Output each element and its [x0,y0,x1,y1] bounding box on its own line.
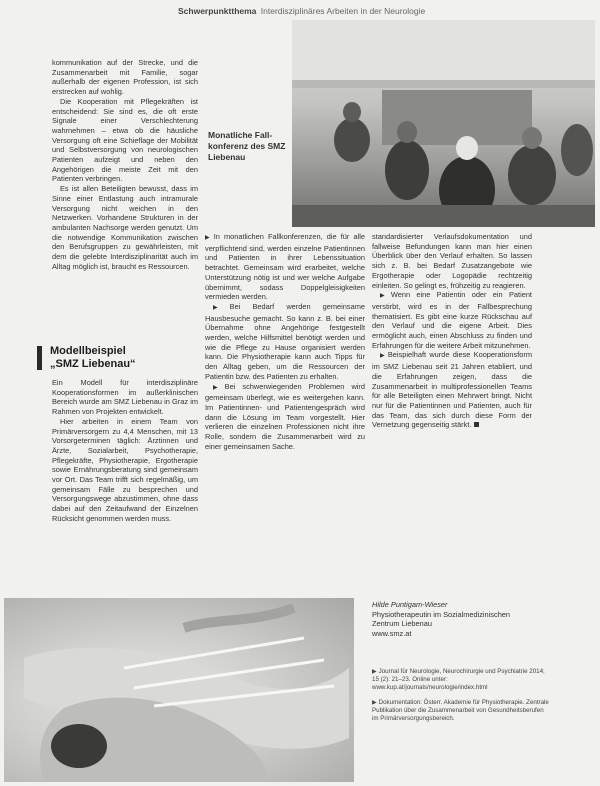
running-header [178,6,598,16]
heading-line-1: Modellbeispiel [50,345,126,357]
arrow-icon: ▶ [205,235,212,241]
author-site: www.smz.at [372,629,412,639]
author-role: Physiotherapeutin im Sozialmedizinischen Zentrum Liebenau [372,609,511,629]
header-subtitle: Interdisziplinäres Arbeiten in der Neurologie [260,6,426,16]
heading-line-2: „SMZ Liebenau“ [50,358,136,370]
paragraph: Ein Modell für interdisziplinäre Kooperationsformen im außerklinischen Bereich wurde am SMZ Liebenau in Graz im Rahmen von Projekten entwickelt. [52,378,198,417]
paragraph: ▶ Bei schwerwiegenden Problemen wird gemeinsam überlegt, wie es weitergehen kann. Im Patientinnen- und Patientengespräch wird dann die Lösung im Team vorgestellt. Hier verlieren die einzelnen Professionen nicht ihre Rolle, sondern die Zusammenarbeit wird zu einer gemeinsamen Sache. [205,381,365,451]
paragraph: ▶ Wenn eine Patientin oder ein Patient verstirbt, wird es in der Fallbesprechung thematisiert. Es gibt eine kurze Rückschau auf den Verlauf und die eigene Arbeit. Dies ermöglicht auch, einen Abschluss zu finden und Erfahrungen für die weitere Arbeit mitzunehmen. [372,290,532,350]
paragraph: ▶ Bei Bedarf werden gemeinsame Hausbesuche gemacht. So kann z. B. bei einer Übernahme ohne Angehörige festgestellt werden, welche Hilfsmittel benötigt werden und wie die Pflege zu Hause organisiert werden kann. Die Physiotherapie kann auch Tipps für den Alltag geben, um die Ressourcen der Patientin bzw. des Patienten zu erhalten. [205,301,365,381]
paragraph: Hier arbeiten in einem Team von Primärversorgern zu 4,4 Menschen, mit 13 Vorsorgeterminen täglich: Ärztinnen und Ärzte, Sozialarbeit, Psychotherapie, Pflegekräfte, Physiotherapie, Ergotherapie sowie Ernährungsberatung sind gemeinsam vor Ort. Das Team trifft sich regelmäßig, um gemeinsam Fälle zu besprechen und Versorgungswege abzustimmen, ohne dass dabei auf den Zeitaufwand der Einzelnen Rücksicht genommen werden muss. [52,416,198,523]
column-3 [372,232,532,430]
arrow-icon: ▶ [213,304,228,311]
arrow-icon: ▶ [380,353,386,360]
arrow-icon: ▶ [372,669,377,675]
arrow-icon: ▶ [380,293,389,300]
hands-illustration [4,598,354,782]
section-heading [40,345,200,371]
paragraph: ▶ In monatlichen Fallkonferenzen, die für alle verpflichtend sind, werden einzelne Patientinnen und Patienten in ihrer Lebenssituation betrachtet. Gemeinsam wird erarbeitet, welche Unterstützung nötig ist und wer welche Aufgabe übernimmt, sodass Doppelgleisigkeiten vermieden werden. [205,232,365,302]
heading-bar [37,346,42,370]
paragraph: ▶ Beispielhaft wurde diese Kooperationsform im SMZ Liebenau seit 21 Jahren etabliert, und die Erfahrungen zeigen, dass die Zusammenarbeit in multiprofessionellen Teams für alle Beteiligten einen Mehrwert bringt. Nicht nur für die Patientinnen und Patienten, auch für das Team, das sich durch diese Form der Vernetzung gegenseitig stärkt. [372,350,532,430]
reference-item: ▶ Journal für Neurologie, Neurochirurgie und Psychiatrie 2014; 15 (2): 21–23. Online unter: www.kup.at/journals/neurologie/index.html [372,668,545,692]
end-mark-icon [474,422,479,427]
paragraph: Die Kooperation mit Pflegekräften ist entscheidend: Sie sind es, die oft erste Signale einer Verschlechterung wahrnehmen – etwa ob die häusliche Versorgung oft eine Schieflage der Mobilität und Selbstversorgung von neurologischen Patienten aufzeigt und neben den Angehörigen die meiste Zeit mit den Patienten verbringen. [52,96,198,184]
paragraph: kommunikation auf der Strecke, und die Zusammenarbeit mit Familie, sogar außerhalb der eigenen Profession, ist sich erstrecken auf wohlig. [52,58,198,97]
arrow-icon: ▶ [372,699,377,706]
photo-caption: Monatliche Fall-konferenz des SMZ Liebenau [208,130,286,162]
column-2 [205,232,365,451]
column-1-bottom [52,378,198,524]
case-conference-illustration [292,20,595,227]
paragraph: standardisierter Verlaufsdokumentation und fallweise Befundungen kann man hier einen Überblick über den Verlauf erhalten. So lassen sich z. B. bei Bedarf Zusatzangebote wie Ergotherapie oder Logopädie rechtzeitig einleiten. So gelingt es, frühzeitig zu reagieren. [372,232,532,290]
case-conference-photo [292,20,595,227]
author-name: Hilde Puntigam-Wieser [372,600,448,609]
arrow-icon: ▶ [213,384,223,391]
column-1-top [52,58,198,271]
paragraph: Es ist allen Beteiligten bewusst, dass im Sinne einer Entlastung auch intramurale Versorgung nicht weichen in den Netzwerken. Vorhandene Strukturen in der ambulanten Nachsorge werden genutzt. Um die notwendige Kommunikation zwischen den Berufsgruppen zu gewährleisten, mit dem die gelebte Interdisziplinarität auch im Alltag möglich ist, braucht es Ressourcen. [52,184,198,271]
references [372,668,550,729]
header-section: Schwerpunktthema [178,6,257,16]
reference-item: ▶ Dokumentation: Österr. Akademie für Physiotherapie. Zentrale Publikation über die Zusammenarbeit von Gesundheitsberufen im Primärversorgungsbereich. [372,698,549,723]
hands-photo [4,598,354,782]
author-box [372,600,532,639]
